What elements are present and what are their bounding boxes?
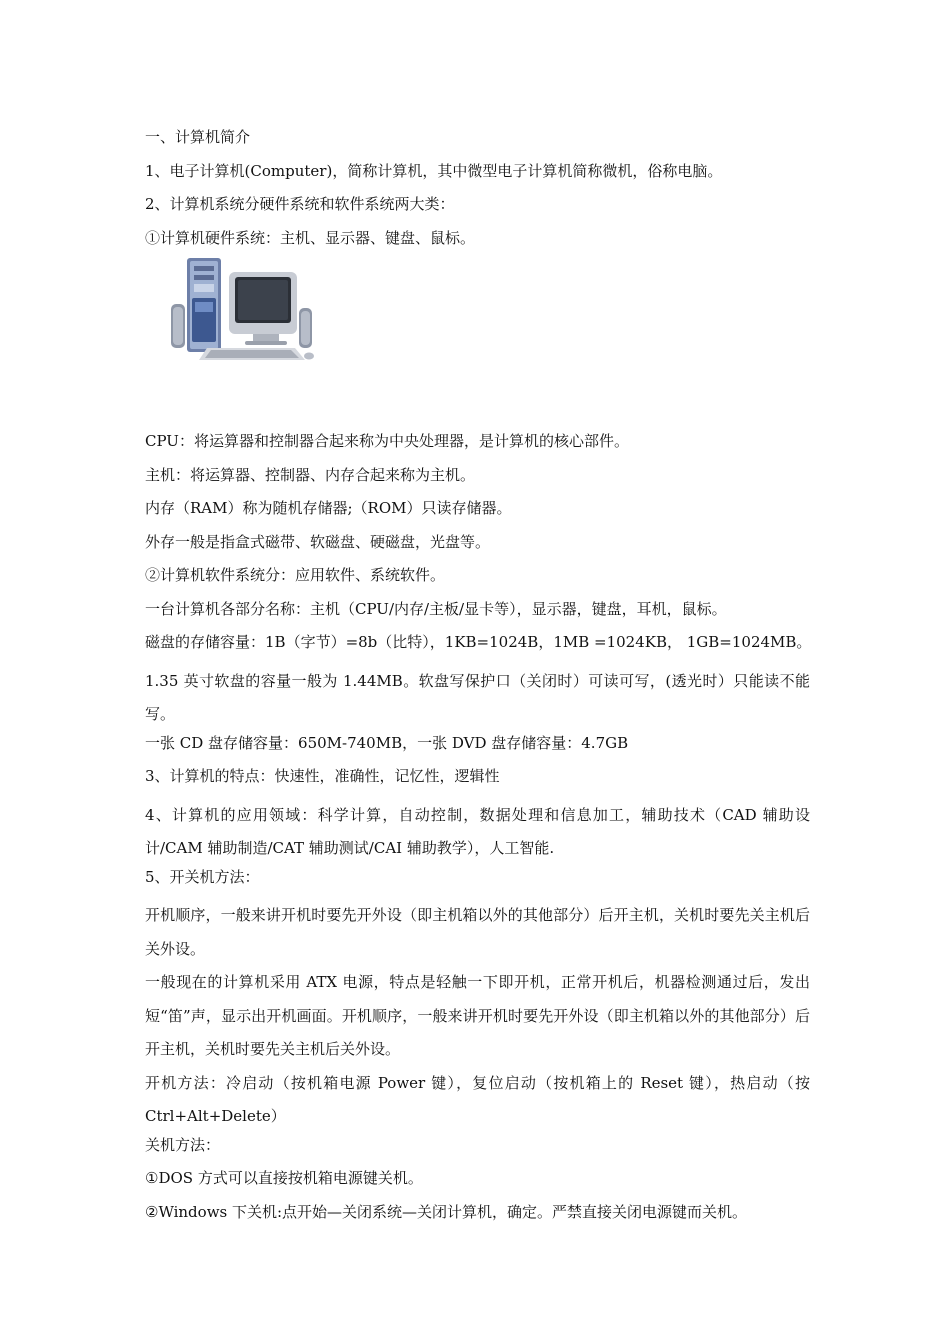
paragraph-applications: 4、计算机的应用领域：科学计算，自动控制，数据处理和信息加工，辅助技术（CAD 辅助设计/CAM 辅助制造/CAT 辅助测试/CAI 辅助教学），人工智能. [145,805,810,857]
paragraph-host: 主机：将运算器、控制器、内存合起来称为主机。 [145,465,476,484]
paragraph-windows-shutdown: ②Windows 下关机:点开始—关闭系统—关闭计算机，确定。严禁直接关闭电源键而关机。 [145,1202,748,1221]
paragraph-dos-shutdown: ①DOS 方式可以直接按机箱电源键关机。 [145,1169,423,1187]
paragraph-system-types: 2、计算机系统分硬件系统和软件系统两大类： [145,195,455,213]
section-heading: 一、计算机简介 [145,128,251,146]
computer-image [167,252,317,372]
paragraph-boot-methods: 开机方法：冷启动（按机箱电源 Power 键），复位启动（按机箱上的 Reset 键），热启动（按 Ctrl+Alt+Delete） [145,1073,810,1125]
paragraph-components: 一台计算机各部分名称：主机（CPU/内存/主板/显卡等），显示器，键盘，耳机，鼠标。 [145,599,727,618]
paragraph-features: 3、计算机的特点：快速性，准确性，记忆性，逻辑性 [145,767,500,785]
computer-illustration-icon [167,252,317,372]
paragraph-cpu: CPU：将运算器和控制器合起来称为中央处理器，是计算机的核心部件。 [145,432,629,450]
paragraph-cd-dvd: 一张 CD 盘存储容量：650M-740MB，一张 DVD 盘存储容量：4.7GB [145,733,629,752]
paragraph-power-methods: 5、开关机方法： [145,867,260,886]
document-body [145,126,810,1234]
paragraph-floppy: 1.35 英寸软盘的容量一般为 1.44MB。软盘写保护口（关闭时）可读可写，(透光时）只能读不能写。 [145,671,810,723]
paragraph-external-storage: 外存一般是指盒式磁带、软磁盘、硬磁盘，光盘等。 [145,532,491,551]
paragraph-computer-definition: 1、电子计算机(Computer)，简称计算机，其中微型电子计算机简称微机，俗称电脑。 [145,161,723,180]
paragraph-atx: 一般现在的计算机采用 ATX 电源，特点是轻触一下即开机，正常开机后，机器检测通过后，发出短“笛”声，显示出开机画面。开机顺序，一般来讲开机时要先开外设（即主机箱以外的其他部分）后开主机，关机时要先关主机后关外设。 [145,973,810,1058]
paragraph-software: ②计算机软件系统分：应用软件、系统软件。 [145,566,446,584]
paragraph-power-order: 开机顺序，一般来讲开机时要先开外设（即主机箱以外的其他部分）后开主机，关机时要先关主机后关外设。 [145,906,810,958]
paragraph-shutdown-methods: 关机方法： [145,1135,221,1154]
paragraph-memory: 内存（RAM）称为随机存储器;（ROM）只读存储器。 [145,499,512,517]
paragraph-hardware: ①计算机硬件系统：主机、显示器、键盘、鼠标。 [145,228,476,247]
paragraph-storage-capacity: 磁盘的存储容量：1B（字节）=8b（比特），1KB=1024B，1MB =1024KB， 1GB=1024MB。 [145,633,812,651]
